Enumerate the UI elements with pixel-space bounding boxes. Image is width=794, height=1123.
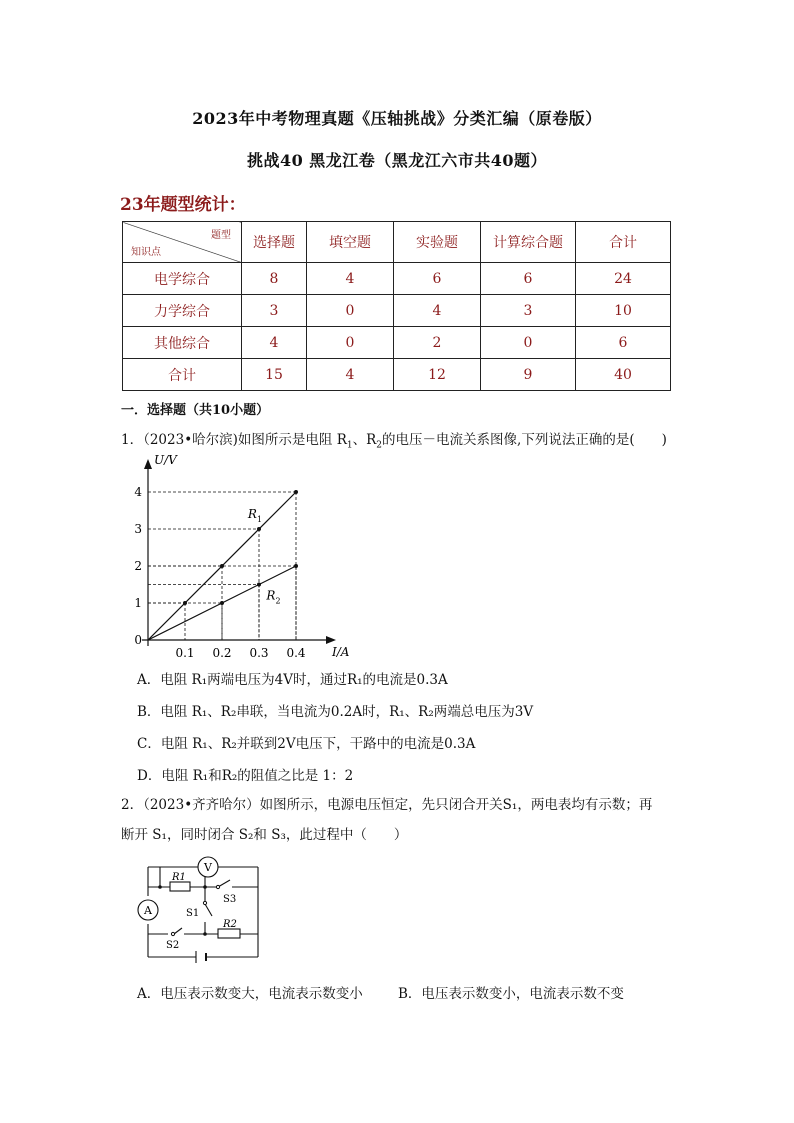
data-point xyxy=(220,564,224,568)
table-cell: 4 xyxy=(307,359,394,391)
series-label: $R_1$ xyxy=(247,506,263,524)
question-1-prefix: 1．（2023•哈尔滨)如图所示是电阻 R xyxy=(121,432,347,448)
table-header-row xyxy=(123,222,671,263)
data-point xyxy=(220,601,224,605)
question-2-line-1: 2．（2023•齐齐哈尔）如图所示，电源电压恒定，先只闭合开关S₁，两电表均有示数；再 xyxy=(121,797,653,813)
y-tick-label: 3 xyxy=(134,522,142,536)
y-axis-label: U/V xyxy=(154,453,177,467)
table-cell: 6 xyxy=(576,327,671,359)
question-2-stem xyxy=(121,792,681,848)
question-1-option-d: D．电阻 R₁和R₂的阻值之比是 1：2 xyxy=(137,768,354,784)
table-cell: 24 xyxy=(576,263,671,295)
document-subtitle: 挑战40 黑龙江卷（黑龙江六市共40题） xyxy=(246,151,548,170)
x-tick-label: 0.4 xyxy=(286,646,306,660)
question-2-option-b: B．电压表示数变小，电流表示数不变 xyxy=(398,986,624,1002)
table-cell: 0 xyxy=(481,327,576,359)
table-row xyxy=(123,263,671,295)
question-2-line-2: 断开 S₁，同时闭合 S₂和 S₃，此过程中（ ） xyxy=(121,827,408,843)
x-tick-label: 0.3 xyxy=(249,646,269,660)
column-header: 填空题 xyxy=(307,222,394,263)
question-1-mid: 、R xyxy=(352,432,377,448)
question-1-option-b: B．电阻 R₁、R₂串联，当电流为0.2A时，R₁、R₂两端总电压为3V xyxy=(137,704,534,720)
table-cell: 6 xyxy=(394,263,481,295)
u-i-chart xyxy=(130,450,360,660)
voltmeter-label: V xyxy=(204,861,212,874)
table-cell: 4 xyxy=(394,295,481,327)
ammeter-label: A xyxy=(144,904,152,917)
table-row xyxy=(123,295,671,327)
table-cell: 2 xyxy=(394,327,481,359)
data-point xyxy=(183,601,187,605)
row-label: 其他综合 xyxy=(123,327,242,359)
question-2-option-a: A．电压表示数变大，电流表示数变小 xyxy=(137,986,363,1002)
circuit-diagram xyxy=(130,852,270,972)
x-axis-label: I/A xyxy=(332,645,350,659)
s2-label: S2 xyxy=(166,940,180,951)
column-header: 计算综合题 xyxy=(481,222,576,263)
y-tick-label: 4 xyxy=(134,485,142,499)
origin-label: 0 xyxy=(134,633,142,647)
table-cell: 4 xyxy=(242,327,307,359)
data-point xyxy=(294,564,298,568)
data-point xyxy=(257,527,261,531)
series-label: $R_2$ xyxy=(266,588,281,606)
table-cell: 3 xyxy=(481,295,576,327)
row-label: 力学综合 xyxy=(123,295,242,327)
column-header: 实验题 xyxy=(394,222,481,263)
row-label: 合计 xyxy=(123,359,242,391)
table-cell: 12 xyxy=(394,359,481,391)
column-header: 合计 xyxy=(576,222,671,263)
table-cell: 15 xyxy=(242,359,307,391)
table-cell: 3 xyxy=(242,295,307,327)
question-1-stem: 1．（2023•哈尔滨)如图所示是电阻 $R_1$、$R_2$的电压－电流关系图像,下列说法正确的是( ) xyxy=(121,432,667,451)
table-corner-cell xyxy=(123,222,242,263)
column-header: 选择题 xyxy=(242,222,307,263)
table-cell: 6 xyxy=(481,263,576,295)
question-1-tail: 的电压－电流关系图像,下列说法正确的是( ) xyxy=(382,432,667,448)
table-cell: 0 xyxy=(307,327,394,359)
document-title: 2023年中考物理真题《压轴挑战》分类汇编（原卷版） xyxy=(192,109,602,128)
data-point xyxy=(294,490,298,494)
table-cell: 4 xyxy=(307,263,394,295)
y-tick-label: 2 xyxy=(134,559,142,573)
question-1-option-a: A．电阻 R₁两端电压为4V时，通过R₁的电流是0.3A xyxy=(137,672,448,688)
x-tick-label: 0.1 xyxy=(175,646,195,660)
stats-table xyxy=(122,221,671,391)
s3-label: S3 xyxy=(223,894,237,905)
r2-label: R2 xyxy=(223,919,237,930)
stats-heading: 23年题型统计： xyxy=(120,195,246,215)
question-1-option-c: C．电阻 R₁、R₂并联到2V电压下，干路中的电流是0.3A xyxy=(137,736,476,752)
section-heading: 一．选择题（共10小题） xyxy=(121,403,270,418)
table-row xyxy=(123,327,671,359)
table-cell: 8 xyxy=(242,263,307,295)
corner-bottom-label: 知识点 xyxy=(131,247,161,258)
s1-label: S1 xyxy=(186,908,200,919)
table-cell: 40 xyxy=(576,359,671,391)
x-tick-label: 0.2 xyxy=(212,646,232,660)
y-tick-label: 1 xyxy=(134,596,142,610)
row-label: 电学综合 xyxy=(123,263,242,295)
corner-top-label: 题型 xyxy=(211,230,231,241)
table-row xyxy=(123,359,671,391)
table-cell: 0 xyxy=(307,295,394,327)
table-cell: 9 xyxy=(481,359,576,391)
table-cell: 10 xyxy=(576,295,671,327)
r1-label: R1 xyxy=(172,872,186,883)
data-point xyxy=(257,583,261,587)
